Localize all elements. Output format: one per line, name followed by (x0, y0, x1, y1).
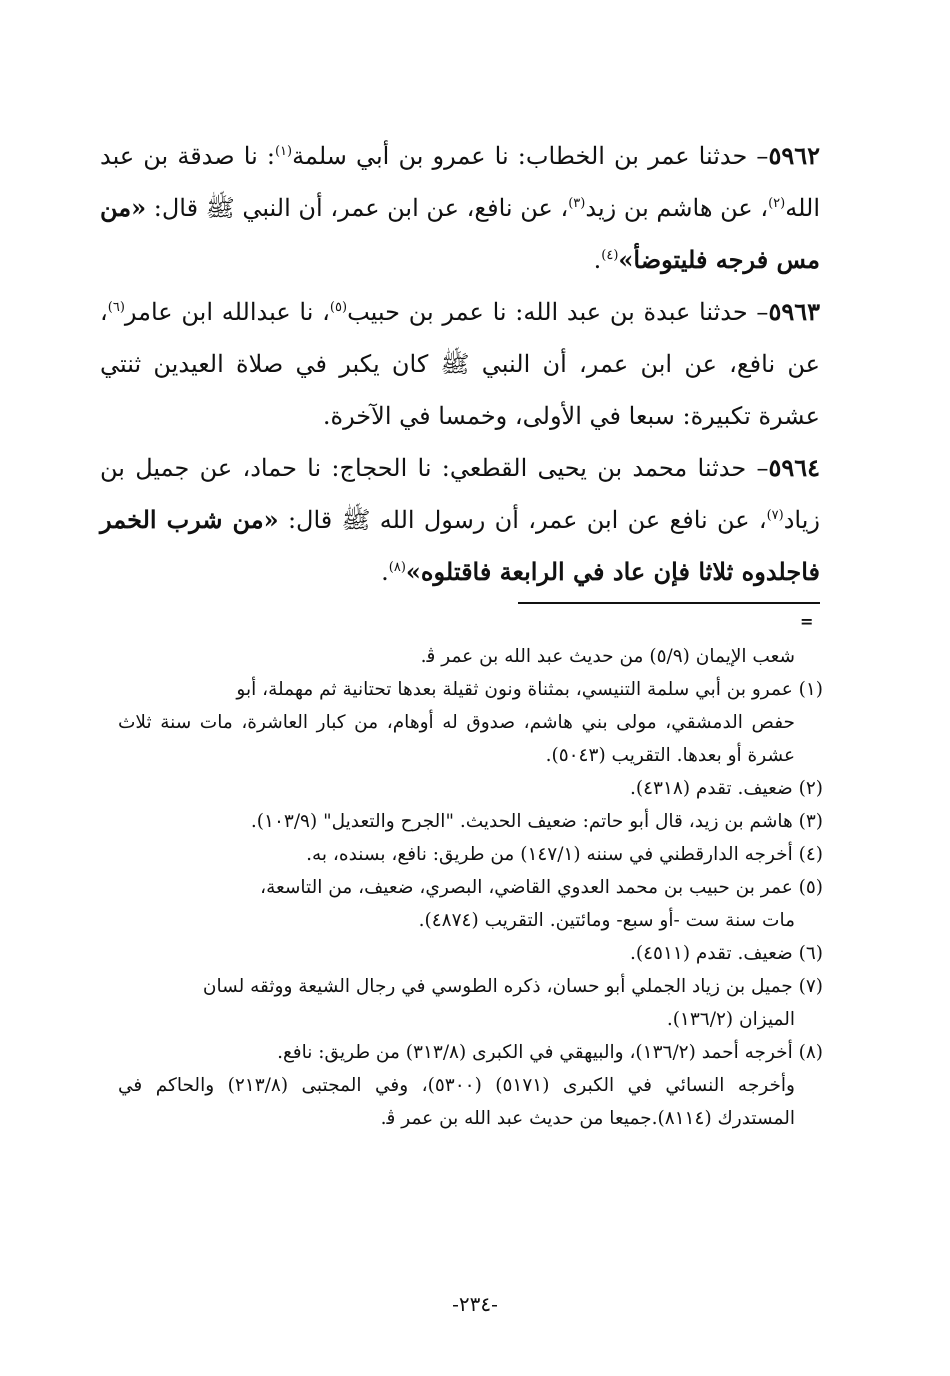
hadith-text: – حدثنا عبدة بن عبد الله: نا عمر بن حبيب (347, 298, 769, 326)
footnote-ref: (٨) (388, 560, 406, 575)
hadith-text: ، عن نافع عن ابن عمر، أن رسول الله ﷺ قال: (278, 506, 767, 534)
hadith-end: . (593, 246, 602, 274)
footnote-separator-line (518, 602, 820, 604)
footnote-6 (118, 937, 823, 970)
hadith-5962 (100, 130, 820, 286)
hadith-text: ، عن نافع، عن ابن عمر، أن النبي ﷺ قال: (146, 194, 569, 222)
hadith-5963 (100, 286, 820, 442)
footnote-text: هاشم بن زيد، قال أبو حاتم: ضعيف الحديث. "الجرح والتعديل" (١٠٣/٩). (250, 811, 793, 832)
footnote-label: (٨) (798, 1042, 823, 1063)
hadith-matn: «من شرب الخمر فاجلدوه ثلاثا فإن عاد في الرابعة فاقتلوه» (100, 505, 820, 586)
page-number: -٢٣٤- (452, 1292, 498, 1316)
footnote-ref: (٢) (768, 196, 786, 211)
footnote-text-cont: الميزان (١٣٦/٢). (666, 1009, 795, 1030)
footnote-1 (118, 673, 823, 772)
footnote-label: (٥) (798, 877, 823, 898)
footnote-5 (118, 871, 823, 937)
footnote-text: عمر بن حبيب بن محمد العدوي القاضي، البصري، ضعيف، من التاسعة، (260, 877, 793, 898)
footnote-text: ضعيف. تقدم (٤٣١٨). (629, 778, 793, 799)
footnote-text: عمرو بن أبي سلمة التنيسي، بمثناة ونون ثقيلة بعدها تحتانية ثم مهملة، أبو (236, 679, 793, 700)
footnote-text: أخرجه أحمد (١٣٦/٢)، والبيهقي في الكبرى (٣١٣/٨) من طريق: نافع. (277, 1042, 793, 1063)
hadith-5964 (100, 442, 820, 598)
footnote-text-cont: وأخرجه النسائي في الكبرى (٥١٧١) (٥٣٠٠)، وفي المجتبى (٢١٣/٨) والحاكم في المستدرك (٨١١٤).جميعا من حديث عبد الله بن عمر ﭬ. (118, 1075, 795, 1129)
hadith-number: ٥٩٦٣ (768, 297, 820, 326)
footnote-text-cont: حفص الدمشقي، مولى بني هاشم، صدوق له أوهام، من كبار العاشرة، مات سنة ثلاث عشرة أو بعدها. التقريب (٥٠٤٣). (118, 712, 795, 766)
footnote-ref: (١) (274, 144, 293, 159)
footnote-label: (١) (798, 679, 823, 700)
footnote-text: جميل بن زياد الجملي أبو حسان، ذكره الطوسي في رجال الشيعة ووثقه لسان (202, 976, 793, 997)
hadith-text-block (100, 130, 820, 598)
footnote-label: (٣) (798, 811, 823, 832)
footnote-7 (118, 970, 823, 1036)
hadith-text: – حدثنا عمر بن الخطاب: نا عمرو بن أبي سلمة (292, 142, 769, 170)
footnote-ref: (٥) (329, 300, 348, 315)
footnotes-block (118, 640, 823, 1135)
footnote-ref: (٣) (568, 196, 586, 211)
footnote-2 (118, 772, 823, 805)
footnote-text: ضعيف. تقدم (٤٥١١). (629, 943, 793, 964)
footnote-text-cont: مات سنة ست -أو سبع- ومائتين. التقريب (٤٨٧٤). (418, 910, 795, 931)
footnote-ref: (٧) (766, 508, 784, 523)
hadith-number: ٥٩٦٤ (768, 453, 820, 482)
hadith-end: . (381, 558, 389, 586)
hadith-matn: «من مس فرجه فليتوضأ» (100, 193, 820, 274)
footnote-4 (118, 838, 823, 871)
hadith-text: ، عن هاشم بن زيد (585, 194, 769, 222)
footnote-label: (٧) (798, 976, 823, 997)
footnote-label: (٢) (798, 778, 823, 799)
hadith-text: : نا صدقة بن عبد الله (100, 142, 821, 222)
hadith-number: ٥٩٦٢ (768, 141, 820, 170)
footnote-ref: (٤) (601, 248, 619, 263)
footnote-label: (٦) (798, 943, 823, 964)
continuation-mark: = (800, 612, 814, 631)
footnote-text: أخرجه الدارقطني في سننه (١٤٧/١) من طريق: نافع، بسنده، به. (306, 844, 793, 865)
hadith-text: ، عن نافع، عن ابن عمر، أن النبي ﷺ كان يكبر في صلاة العيدين ثنتي عشرة تكبيرة: سبعا في الأولى، وخمسا في الآخرة. (100, 298, 820, 430)
footnote-8 (118, 1036, 823, 1135)
footnote-continuation: شعب الإيمان (٥/٩) من حديث عبد الله بن عمر ﭬ. (420, 646, 795, 667)
footnote-label: (٤) (798, 844, 823, 865)
hadith-text: ، نا عبدالله ابن عامر (124, 298, 330, 326)
footnote-3 (118, 805, 823, 838)
footnote-ref: (٦) (107, 300, 125, 315)
hadith-text: – حدثنا محمد بن يحيى القطعي: نا الحجاج: نا حماد، عن جميل بن زياد (100, 454, 820, 534)
